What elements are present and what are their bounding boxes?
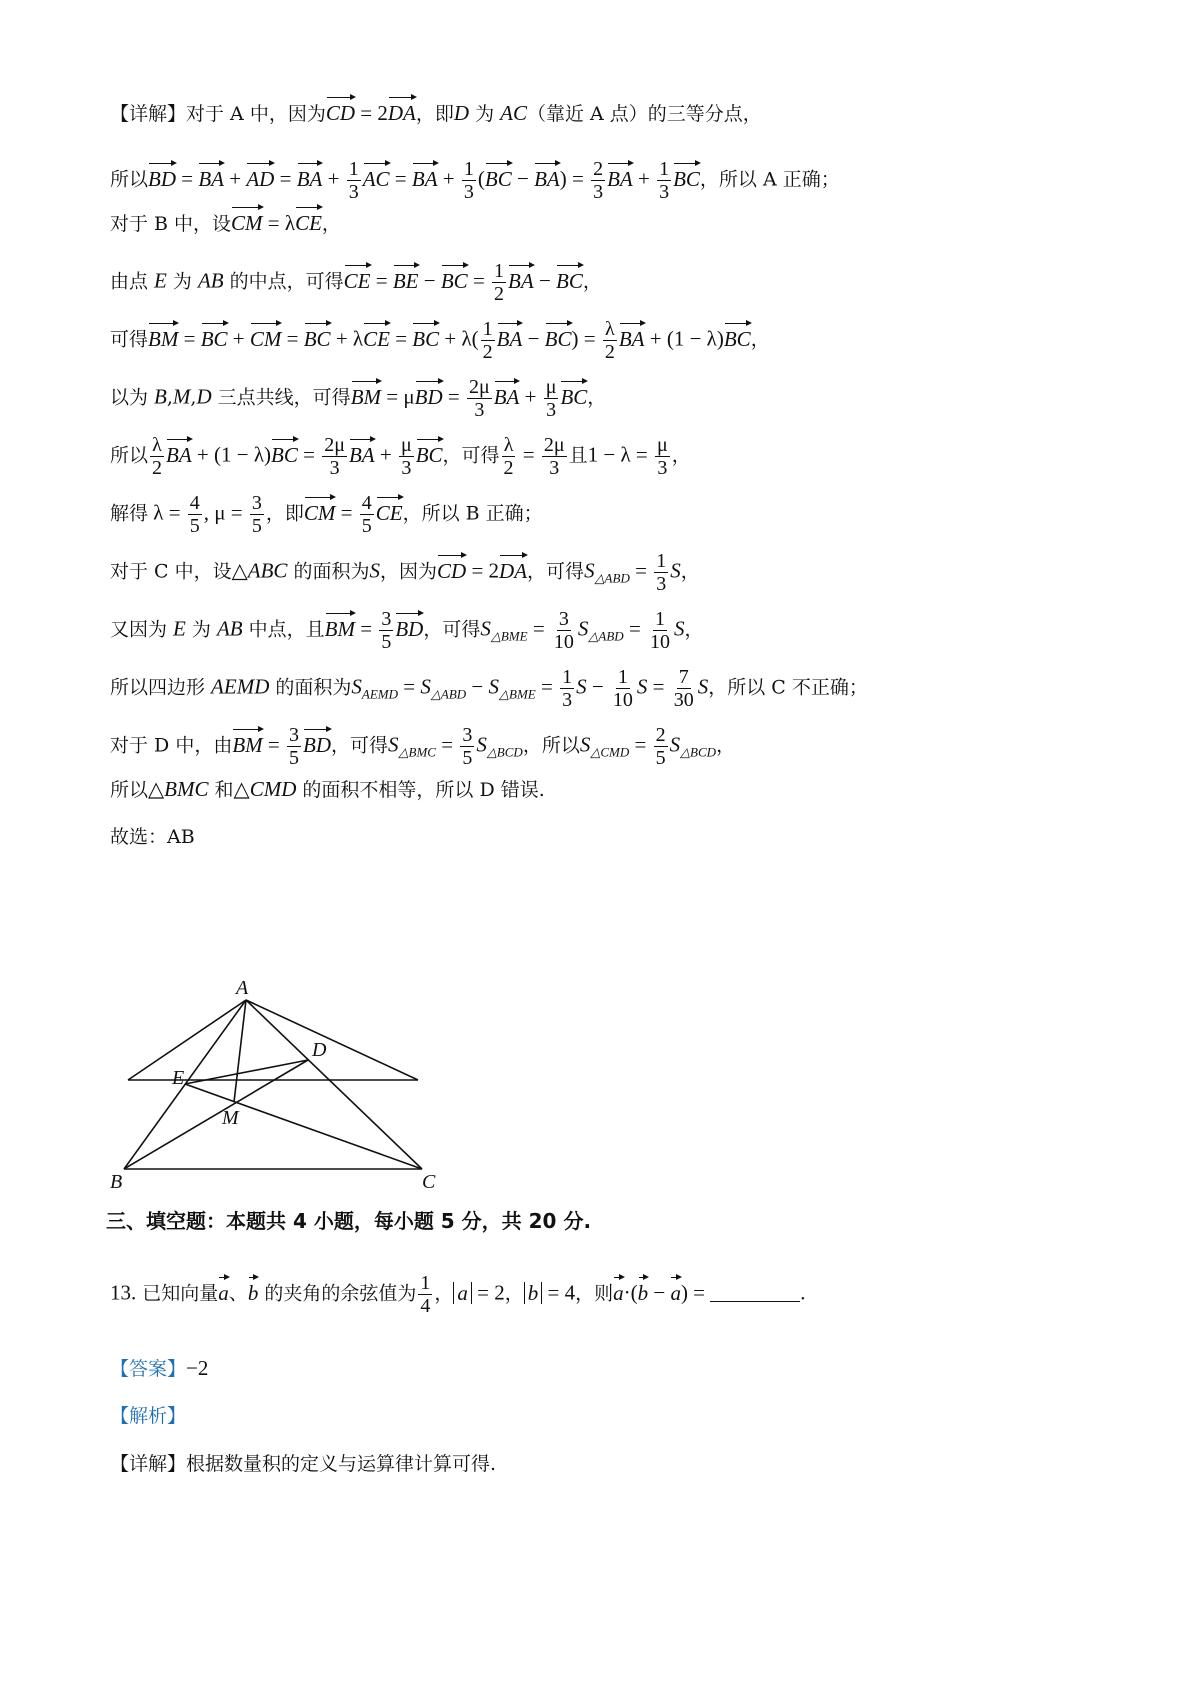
solution-line-8: 解得 λ = $\frac{4}{5}$ , μ = $\frac{3}{5}$ ，即CM = $\frac{4}{5}$ CE，所以 B 正确； xyxy=(110,492,543,537)
solution-line-3: 对于 B 中，设CM = λCE， xyxy=(110,211,341,235)
segment-ec xyxy=(185,1084,422,1169)
label-e: E xyxy=(172,1067,185,1089)
analysis-tag: 【解析】 xyxy=(110,1405,187,1427)
solution-line-4: 由点 E 为 AB 的中点，可得CE = BE − BC = $\frac{1}{2}$ BA − BC， xyxy=(110,260,602,305)
answer-blank xyxy=(710,1283,800,1302)
solution-line-6: 以为 B,M,D 三点共线，可得BM = μBD = $\frac{2\mu}{3}$ BA + $\frac{\mu}{3}$ BC， xyxy=(110,376,607,421)
label-d: D xyxy=(312,1039,327,1061)
label-c: C xyxy=(422,1171,436,1190)
detail-line xyxy=(110,1451,1140,1477)
question-13: 13. 已知向量a、b 的夹角的余弦值为 $\frac{1}{4}$ ， a = 2， b = 4，则a·(b − a) = . xyxy=(110,1272,806,1317)
label-a: A xyxy=(236,978,249,999)
solution-line-5: 可得BM = BC + CM = BC + λCE = BC + λ( $\frac{1}{2}$ BA − BC) = $\frac{\lambda}{2}$ BA + (1 − λ)BC， xyxy=(110,318,770,363)
answer-line xyxy=(110,1355,1140,1382)
solution-line-2: 所以BD = BA + AD = BA + $\frac{1}{3}$ AC = BA + $\frac{1}{3}$ (BC − BA) = $\frac{2}{3}$ BA + $\frac{1}{3}$ BC，所以 A 正确； xyxy=(110,158,840,203)
answer-value: −2 xyxy=(186,1356,209,1380)
question-number: 13. xyxy=(110,1280,137,1305)
label-m: M xyxy=(222,1107,239,1129)
label-b: B xyxy=(110,1171,123,1190)
solution-line-10: 又因为 E 为 AB 中点，且BM = $\frac{3}{5}$ BD，可得$S_{\triangle BME}$ = $\frac{3}{10}$ $S_{\triangle ABD}$ = $\frac{1}{10}$ S， xyxy=(110,608,704,653)
detail-tag: 【详解】 xyxy=(110,103,187,125)
solution-line-9: 对于 C 中，设△ABC 的面积为S，因为CD = 2DA，可得$S_{\triangle ABD}$ = $\frac{1}{3}$ S， xyxy=(110,550,700,595)
solution-line-14 xyxy=(110,824,1140,850)
q13-detail-text: 根据数量积的定义与运算律计算可得. xyxy=(186,1453,497,1475)
solution-line-7: 所以 $\frac{\lambda}{2}$ BA + (1 − λ)BC = $\frac{2\mu}{3}$ BA + $\frac{\mu}{3}$ BC，可得 $\frac{\lambda}{2}$ = $\frac{2\mu}{3}$ 且1 − λ = $\frac{\mu}{3}$ ， xyxy=(110,434,691,479)
analysis-line xyxy=(110,1403,1140,1429)
solution-line-13: 所以△BMC 和△CMD 的面积不相等，所以 D 错误. xyxy=(110,777,545,801)
solution-line-12: 对于 D 中，由BM = $\frac{3}{5}$ BD，可得$S_{\triangle BMC}$ = $\frac{3}{5}$ $S_{\triangle BCD}$，所以$S_{\triangle CMD}$ = $\frac{2}{5}$ $S_{\triangle BCD}$， xyxy=(110,724,736,769)
side-ab xyxy=(128,1000,246,1080)
triangle-figure xyxy=(110,978,450,1190)
q13-detail-tag: 【详解】 xyxy=(110,1453,187,1475)
segment-bd xyxy=(124,1060,308,1169)
section-title: 三、填空题：本题共 4 小题，每小题 5 分，共 20 分. xyxy=(106,1209,592,1233)
answer-tag: 【答案】 xyxy=(110,1358,187,1380)
segment-ac xyxy=(246,1000,422,1169)
solution-line-11: 所以四边形 AEMD 的面积为$S_{AEMD} = S_{\triangle ABD} - S_{\triangle BME}$ = $\frac{1}{3}$ S − $\frac{1}{10}$ S = $\frac{7}{30}$ S，所以 C 不正确； xyxy=(110,666,868,711)
solution-line-1: 【详解】对于 A 中，因为CD = 2DA，即D 为 AC（靠近 A 点）的三等分点， xyxy=(110,101,762,125)
side-ac xyxy=(246,1000,418,1080)
final-choice: 故选：AB xyxy=(110,826,195,848)
